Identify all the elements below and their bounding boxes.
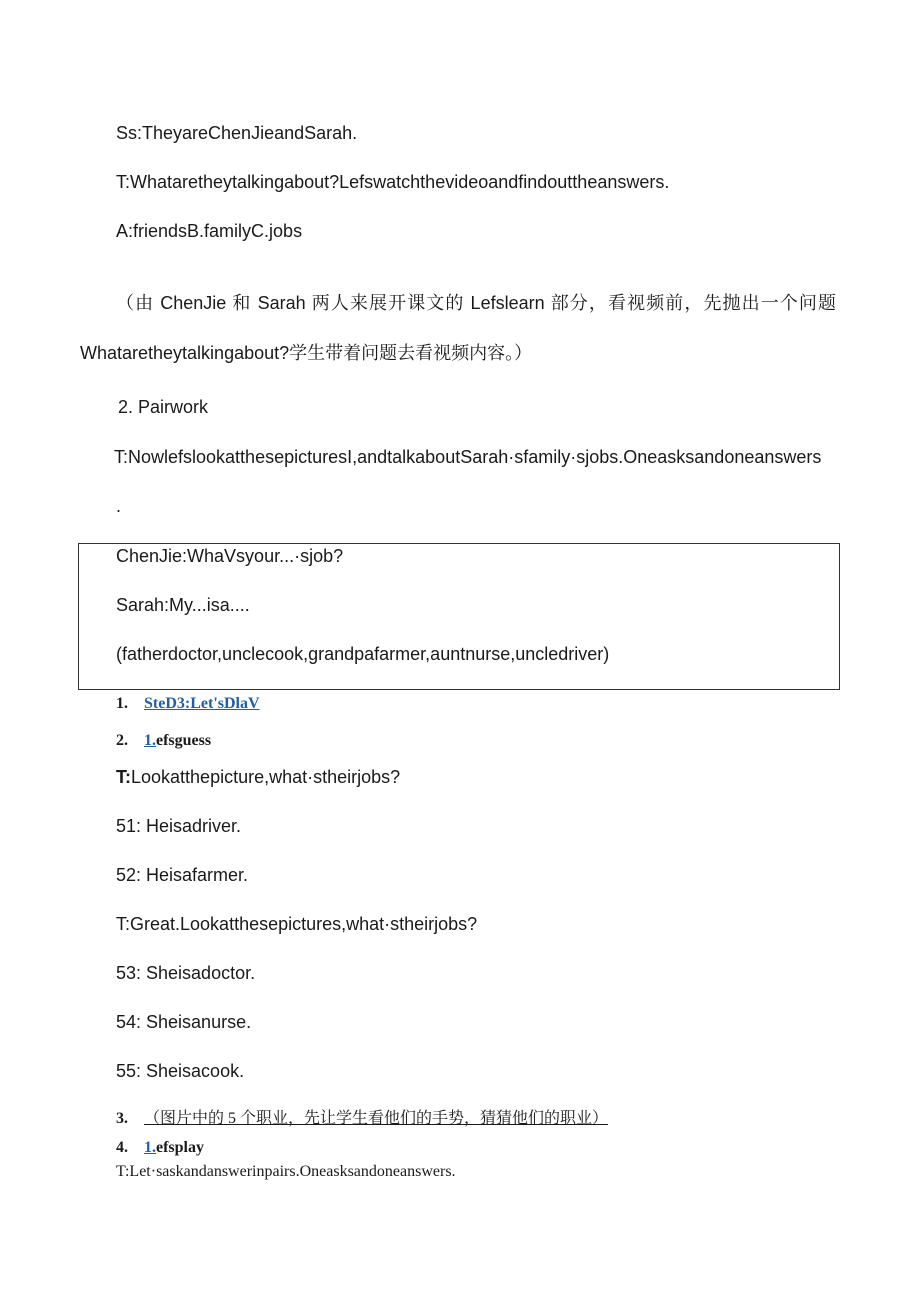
step-number: 2. [116,732,128,749]
speaker-label: T: [116,767,131,787]
step-number: 4. [116,1139,128,1156]
text-line: T:Let·saskandanswerinpairs.Oneasksandoneanswers. [116,1163,456,1180]
question-text: Lookatthepicture,what·stheirjobs? [131,767,401,787]
answer-line: 52: Heisafarmer. [116,865,249,885]
step-number: 3. [116,1110,128,1127]
text-line: （由 ChenJie 和 Sarah 两人来展开课文的 Lefslearn 部分，看视频前，先抛出一个问题 [116,293,836,313]
text-line: T:NowlefslookatthesepicturesI,andtalkaboutSarah·sfamily·sjobs.Oneasksandoneanswers [114,447,822,467]
step-number: 1. [116,695,128,712]
step-item [116,693,260,715]
dialogue-line: ChenJie:WhaVsyour...·sjob? [116,546,344,566]
dialogue-line: (fatherdoctor,unclecook,grandpafarmer,auntnurse,uncledriver) [116,644,610,664]
text-line: Ss:TheyareChenJieandSarah. [116,123,358,143]
step-item [116,730,211,752]
dialogue-line: Sarah:My...isa.... [116,595,250,615]
text-line: Whataretheytalkingabout?学生带着问题去看视频内容。） [80,343,533,363]
step-label: efsplay [156,1139,204,1156]
text-line [116,766,400,788]
step-link[interactable]: 1. [144,732,156,749]
step-item [116,1108,608,1130]
answer-line: 54: Sheisanurse. [116,1012,252,1032]
text-line: A:friendsB.familyC.jobs [116,221,303,241]
answer-line: 53: Sheisadoctor. [116,963,256,983]
step-link[interactable]: 1. [144,1139,156,1156]
answer-line: 55: Sheisacook. [116,1061,245,1081]
text-line: . [116,496,122,516]
text-line: T:Great.Lookatthesepictures,what·stheirjobs? [116,914,478,934]
step-item [116,1137,204,1159]
step-link[interactable]: SteD3:Let'sDlaV [144,695,260,712]
step-note: （图片中的 5 个职业，先让学生看他们的手势，猜猜他们的职业） [144,1110,609,1127]
step-label: efsguess [156,732,212,749]
answer-line: 51: Heisadriver. [116,816,242,836]
section-heading: 2. Pairwork [118,397,209,417]
text-line: T:Whataretheytalkingabout?Lefswatchthevideoandfindouttheanswers. [116,172,670,192]
